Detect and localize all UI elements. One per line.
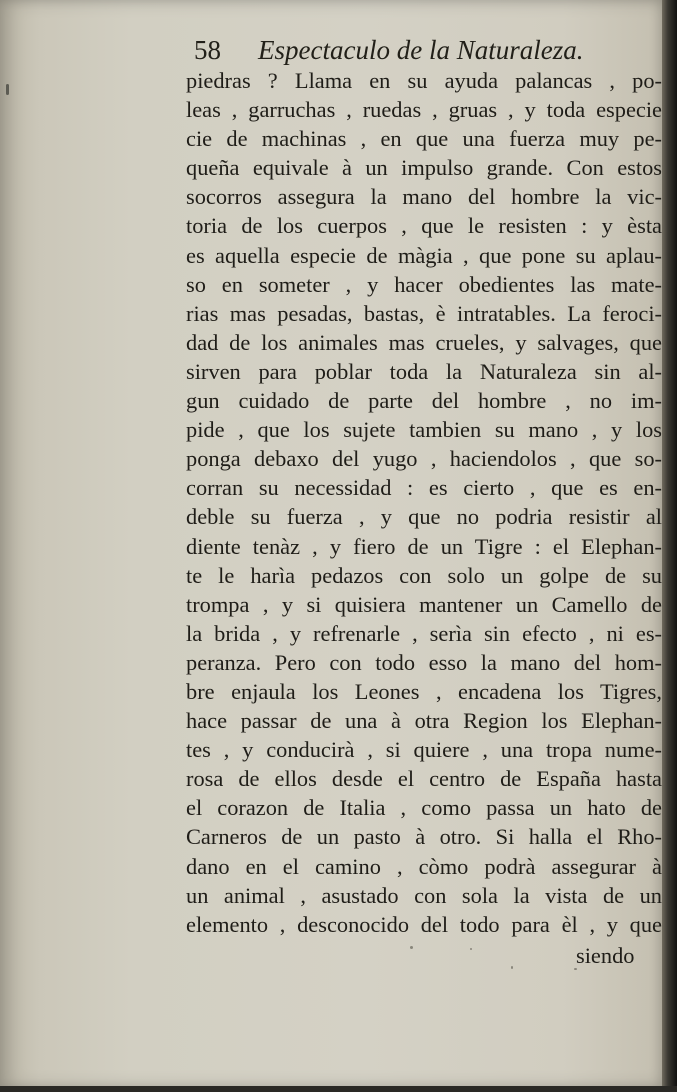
text-line: hace passar de una à otra Region los Elephan- bbox=[186, 708, 662, 734]
text-line: es aquella especie de màgia , que pone su aplau- bbox=[186, 242, 662, 268]
body-text bbox=[186, 66, 662, 939]
text-line: te le harìa pedazos con solo un golpe de su bbox=[186, 562, 662, 588]
paper-speck bbox=[511, 966, 513, 969]
text-line: gun cuidado de parte del hombre , no im- bbox=[186, 388, 662, 414]
paper-speck bbox=[410, 946, 413, 949]
text-line: leas , garruchas , ruedas , gruas , y toda especie bbox=[186, 97, 662, 123]
text-line: ponga debaxo del yugo , haciendolos , que so- bbox=[186, 446, 662, 472]
page-bottom-edge bbox=[0, 1086, 677, 1092]
text-line: elemento , desconocido del todo para èl , y que bbox=[186, 911, 662, 937]
text-line: so en someter , y hacer obedientes las mate- bbox=[186, 271, 662, 297]
text-line: sirven para poblar toda la Naturaleza sin al- bbox=[186, 358, 662, 384]
text-line: tes , y conducirà , si quiere , una tropa nume- bbox=[186, 737, 662, 763]
text-line: bre enjaula los Leones , encadena los Tigres, bbox=[186, 678, 662, 704]
text-line: deble su fuerza , y que no podria resistir al bbox=[186, 504, 662, 530]
text-line: peranza. Pero con todo esso la mano del hom- bbox=[186, 649, 662, 675]
text-line: rias mas pesadas, bastas, è intratables. La feroci- bbox=[186, 300, 662, 326]
page-fore-edge bbox=[662, 0, 677, 1092]
paper-speck bbox=[574, 968, 577, 970]
text-line: piedras ? Llama en su ayuda palancas , po- bbox=[186, 68, 662, 93]
text-line: la brida , y refrenarle , serìa sin efecto , ni es- bbox=[186, 620, 662, 646]
text-line: el corazon de Italia , como passa un hato de bbox=[186, 795, 662, 821]
catchword: siendo bbox=[576, 943, 635, 968]
text-line: cie de machinas , en que una fuerza muy pe- bbox=[186, 126, 662, 152]
text-line: queña equivale à un impulso grande. Con estos bbox=[186, 155, 662, 181]
text-line: diente tenàz , y fiero de un Tigre : el Elephan- bbox=[186, 533, 662, 559]
paper-speck bbox=[470, 948, 472, 950]
text-line: corran su necessidad : es cierto , que es en- bbox=[186, 475, 662, 501]
text-line: pide , que los sujete tambien su mano , y los bbox=[186, 417, 662, 443]
text-line: Carneros de un pasto à otro. Si halla el Rho- bbox=[186, 824, 662, 850]
text-line: un animal , asustado con sola la vista de un bbox=[186, 882, 662, 908]
text-line: trompa , y si quisiera mantener un Camello de bbox=[186, 591, 662, 617]
text-line: socorros assegura la mano del hombre la vic- bbox=[186, 184, 662, 210]
text-line: dad de los animales mas crueles, y salvages, que bbox=[186, 329, 662, 355]
margin-ink-mark bbox=[6, 84, 9, 95]
text-line: toria de los cuerpos , que le resisten : y èsta bbox=[186, 213, 662, 239]
text-line: dano en el camino , còmo podrà assegurar à bbox=[186, 853, 662, 879]
page-number: 58 bbox=[194, 35, 221, 65]
page-header bbox=[194, 34, 614, 66]
text-line: rosa de ellos desde el centro de España hasta bbox=[186, 766, 662, 792]
running-title: Espectaculo de la Naturaleza. bbox=[258, 35, 584, 65]
